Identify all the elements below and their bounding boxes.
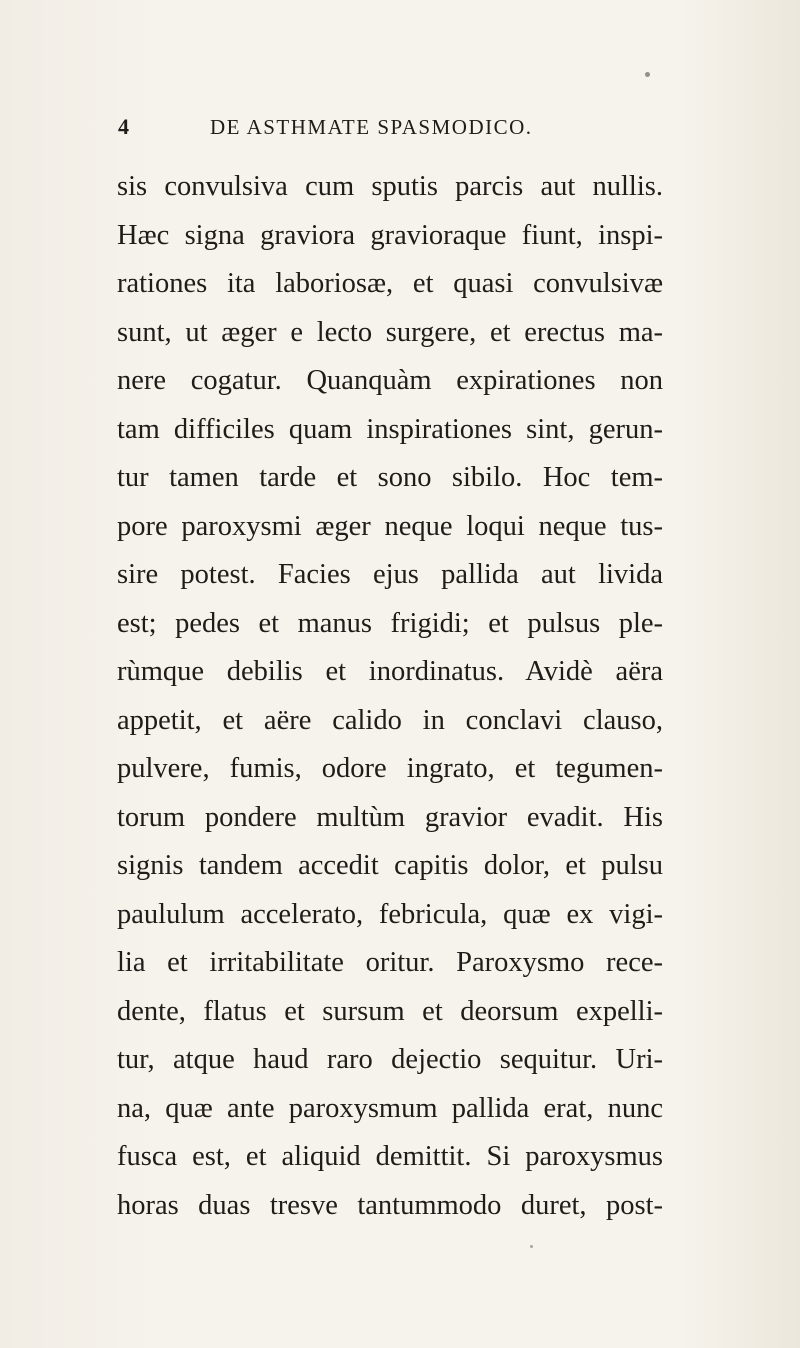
text-line: torum pondere multùm gravior evadit. His — [117, 801, 663, 833]
text-line: Hæc signa graviora gravioraque fiunt, inspi- — [117, 219, 663, 251]
text-line: horas duas tresve tantummodo duret, post- — [117, 1189, 663, 1221]
text-line: est; pedes et manus frigidi; et pulsus ple- — [117, 607, 663, 639]
text-line: na, quæ ante paroxysmum pallida erat, nunc — [117, 1092, 663, 1124]
text-line: paululum accelerato, febricula, quæ ex vigi- — [117, 898, 663, 930]
ink-speck-top — [645, 72, 650, 77]
page-number: 4 — [118, 114, 129, 139]
body-text — [117, 163, 663, 1230]
text-line: lia et irritabilitate oritur. Paroxysmo rece- — [117, 947, 663, 978]
text-line: tam difficiles quam inspirationes sint, gerun- — [117, 413, 663, 445]
text-line: dente, flatus et sursum et deorsum expelli- — [117, 995, 663, 1027]
text-line: pulvere, fumis, odore ingrato, et tegumen- — [117, 753, 663, 784]
text-line: sis convulsiva cum sputis parcis aut nullis. — [117, 171, 663, 202]
text-line: rationes ita laboriosæ, et quasi convulsivæ — [117, 268, 663, 299]
text-line: tur tamen tarde et sono sibilo. Hoc tem- — [117, 462, 663, 493]
text-line: signis tandem accedit capitis dolor, et pulsu — [117, 850, 663, 881]
text-line: fusca est, et aliquid demittit. Si paroxysmus — [117, 1141, 663, 1172]
text-line: sunt, ut æger e lecto surgere, et erectus ma- — [117, 316, 663, 348]
text-line: nere cogatur. Quanquàm expirationes non — [117, 365, 663, 396]
text-line: rùmque debilis et inordinatus. Avidè aëra — [117, 656, 663, 687]
text-line: pore paroxysmi æger neque loqui neque tus- — [117, 510, 663, 542]
text-line: sire potest. Facies ejus pallida aut livida — [117, 559, 663, 590]
text-line: tur, atque haud raro dejectio sequitur. Uri- — [117, 1044, 663, 1075]
running-head — [118, 112, 678, 142]
ink-speck-bottom — [530, 1245, 533, 1248]
running-head-title: DE ASTHMATE SPASMODICO. — [210, 115, 533, 139]
text-line: appetit, et aëre calido in conclavi clauso, — [117, 704, 663, 736]
